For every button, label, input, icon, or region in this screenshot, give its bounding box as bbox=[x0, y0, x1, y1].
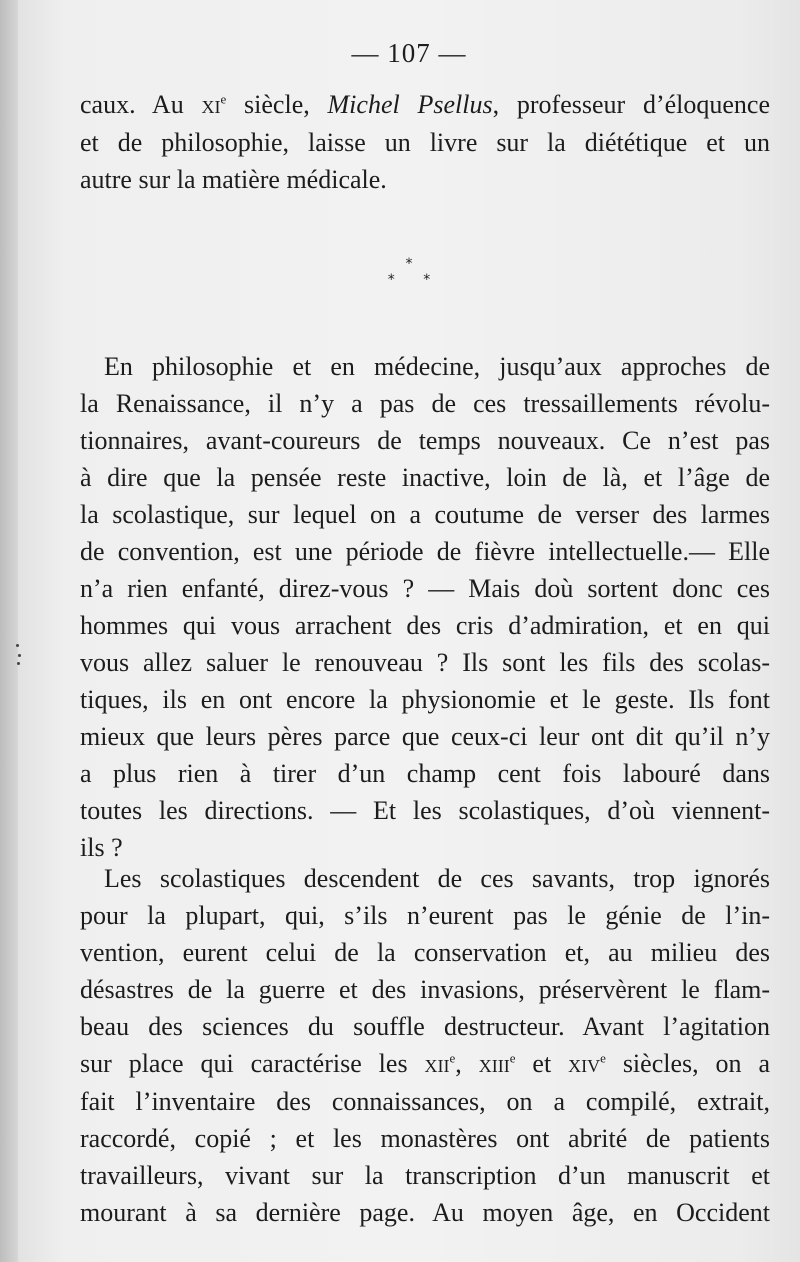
text-line: sur place qui caractérise les xii$^e$, xiii$^e$ et xiv$^e$ siècles, on a bbox=[80, 1049, 771, 1078]
paragraph-2 bbox=[80, 348, 770, 866]
text-line: mourant à sa dernière page. Au moyen âge, en Occident bbox=[80, 1198, 770, 1227]
text-line: mieux que leurs pères parce que ceux-ci leur ont dit qu’il n’y bbox=[80, 722, 770, 751]
text-line: à dire que la pensée reste inactive, loin de là, et l’âge de bbox=[80, 463, 770, 492]
text-line: la Renaissance, il n’y a pas de ces tressaillements révolu- bbox=[80, 389, 770, 418]
text-line: vention, eurent celui de la conservation et, au milieu des bbox=[80, 938, 770, 967]
text-line: a plus rien à tirer d’un champ cent fois labouré dans bbox=[80, 759, 770, 788]
text-line: autre sur la matière médicale. bbox=[80, 165, 387, 194]
text-line: En philosophie et en médecine, jusqu’aux approches de bbox=[104, 352, 770, 381]
text-line: beau des sciences du souffle destructeur. Avant l’agitation bbox=[80, 1012, 770, 1041]
text-line: tionnaires, avant-coureurs de temps nouveaux. Ce n’est pas bbox=[80, 426, 770, 455]
page-number: — 107 — bbox=[351, 38, 467, 68]
text-line: de convention, est une période de fièvre intellectuelle.— Elle bbox=[80, 537, 770, 566]
text-line: ils ? bbox=[80, 833, 123, 862]
asterism-ornament: * * * bbox=[387, 256, 443, 288]
text-line: toutes les directions. — Et les scolastiques, d’où viennent- bbox=[80, 796, 770, 825]
text-line: pour la plupart, qui, s’ils n’eurent pas le génie de l’in- bbox=[80, 901, 770, 930]
text-line: hommes qui vous arrachent des cris d’admiration, et en qui bbox=[80, 611, 770, 640]
text-line: et de philosophie, laisse un livre sur la diététique et un bbox=[80, 128, 770, 157]
paragraph-3 bbox=[80, 860, 770, 1231]
text-line: la scolastique, sur lequel on a coutume de verser des larmes bbox=[80, 500, 770, 529]
text-line: désastres de la guerre et des invasions, préservèrent le flam- bbox=[80, 975, 770, 1004]
text-line: raccordé, copié ; et les monastères ont abrité de patients bbox=[80, 1124, 770, 1153]
author-name: Michel Psellus bbox=[327, 90, 493, 119]
text-line: travailleurs, vivant sur la transcription d’un manuscrit et bbox=[80, 1161, 770, 1190]
paragraph-1 bbox=[80, 86, 770, 198]
text-line: tiques, ils en ont encore la physionomie et le geste. Ils font bbox=[80, 685, 770, 714]
text-line: n’a rien enfanté, direz-vous ? — Mais doù sortent donc ces bbox=[80, 574, 770, 603]
margin-specks bbox=[14, 640, 24, 670]
text-line: fait l’inventaire des connaissances, on a compilé, extrait, bbox=[80, 1087, 770, 1116]
text-line: Les scolastiques descendent de ces savants, trop ignorés bbox=[104, 864, 770, 893]
text-line: caux. Au $xi^e$ siècle, Michel Psellus, professeur d’éloquence bbox=[80, 90, 770, 119]
page-gutter bbox=[0, 0, 18, 1262]
text-line: vous allez saluer le renouveau ? Ils sont les fils des scolas- bbox=[80, 648, 770, 677]
book-page bbox=[18, 0, 800, 1262]
